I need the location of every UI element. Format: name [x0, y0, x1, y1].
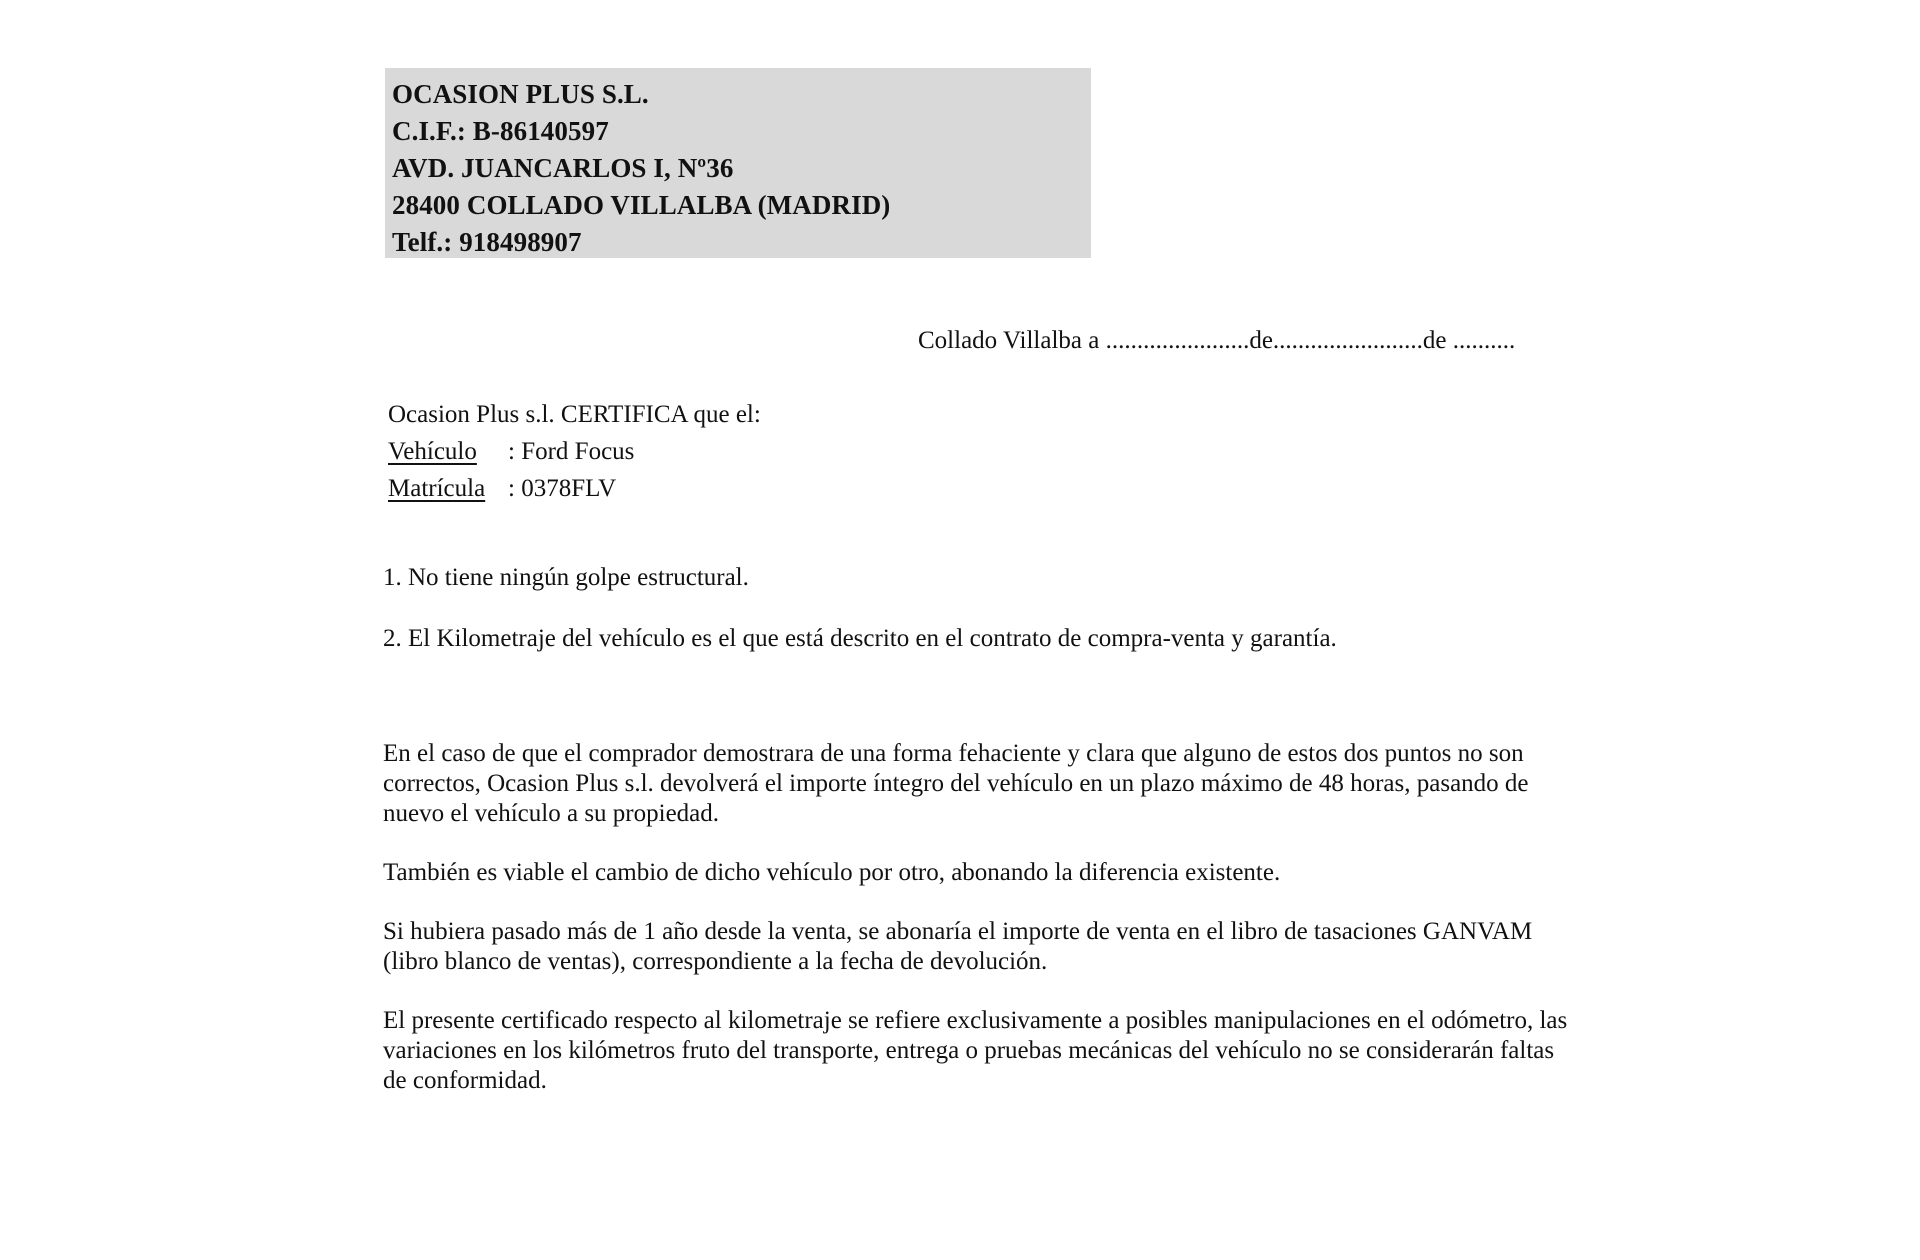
plate-value: : 0378FLV	[508, 475, 617, 502]
certified-points	[383, 560, 1337, 657]
company-address: AVD. JUANCARLOS I, Nº36	[392, 153, 734, 183]
point-item: 2. El Kilometraje del vehículo es el que está descrito en el contrato de compra-venta y garantía.	[383, 625, 1337, 652]
certificate-block	[388, 397, 761, 507]
paragraph-odometer: El presente certificado respecto al kilometraje se refiere exclusivamente a posibles manipulaciones en el odómetro, las variaciones en los kilómetros fruto del transporte, entrega o pruebas mecánicas del vehículo no se considerarán faltas de conformidad.	[383, 1007, 1568, 1094]
company-cif: C.I.F.: B-86140597	[392, 116, 609, 146]
paragraph-ganvam: Si hubiera pasado más de 1 año desde la venta, se abonaría el importe de venta en el libro de tasaciones GANVAM (libro blanco de ventas), correspondiente a la fecha de devolución.	[383, 918, 1533, 975]
company-phone: Telf.: 918498907	[392, 227, 582, 257]
vehicle-row	[388, 433, 761, 470]
point-item: 1. No tiene ningún golpe estructural.	[383, 564, 749, 591]
conditions-text	[383, 739, 1573, 1125]
company-name: OCASION PLUS S.L.	[392, 79, 649, 109]
plate-label: Matrícula	[388, 475, 486, 502]
paragraph-exchange: También es viable el cambio de dicho vehículo por otro, abonando la diferencia existente.	[383, 859, 1281, 886]
company-header	[385, 68, 1091, 258]
plate-row	[388, 470, 761, 507]
company-city: 28400 COLLADO VILLALBA (MADRID)	[392, 190, 891, 220]
vehicle-label: Vehículo	[388, 438, 477, 465]
date-line: Collado Villalba a .......................de........................de ..........	[918, 327, 1516, 354]
certificate-intro: Ocasion Plus s.l. CERTIFICA que el:	[388, 401, 761, 428]
paragraph-refund: En el caso de que el comprador demostrara de una forma fehaciente y clara que alguno de estos dos puntos no son correctos, Ocasion Plus s.l. devolverá el importe íntegro del vehículo en un plazo máximo de 48 horas, pasando de nuevo el vehículo a su propiedad.	[383, 740, 1529, 827]
vehicle-value: : Ford Focus	[508, 438, 635, 465]
